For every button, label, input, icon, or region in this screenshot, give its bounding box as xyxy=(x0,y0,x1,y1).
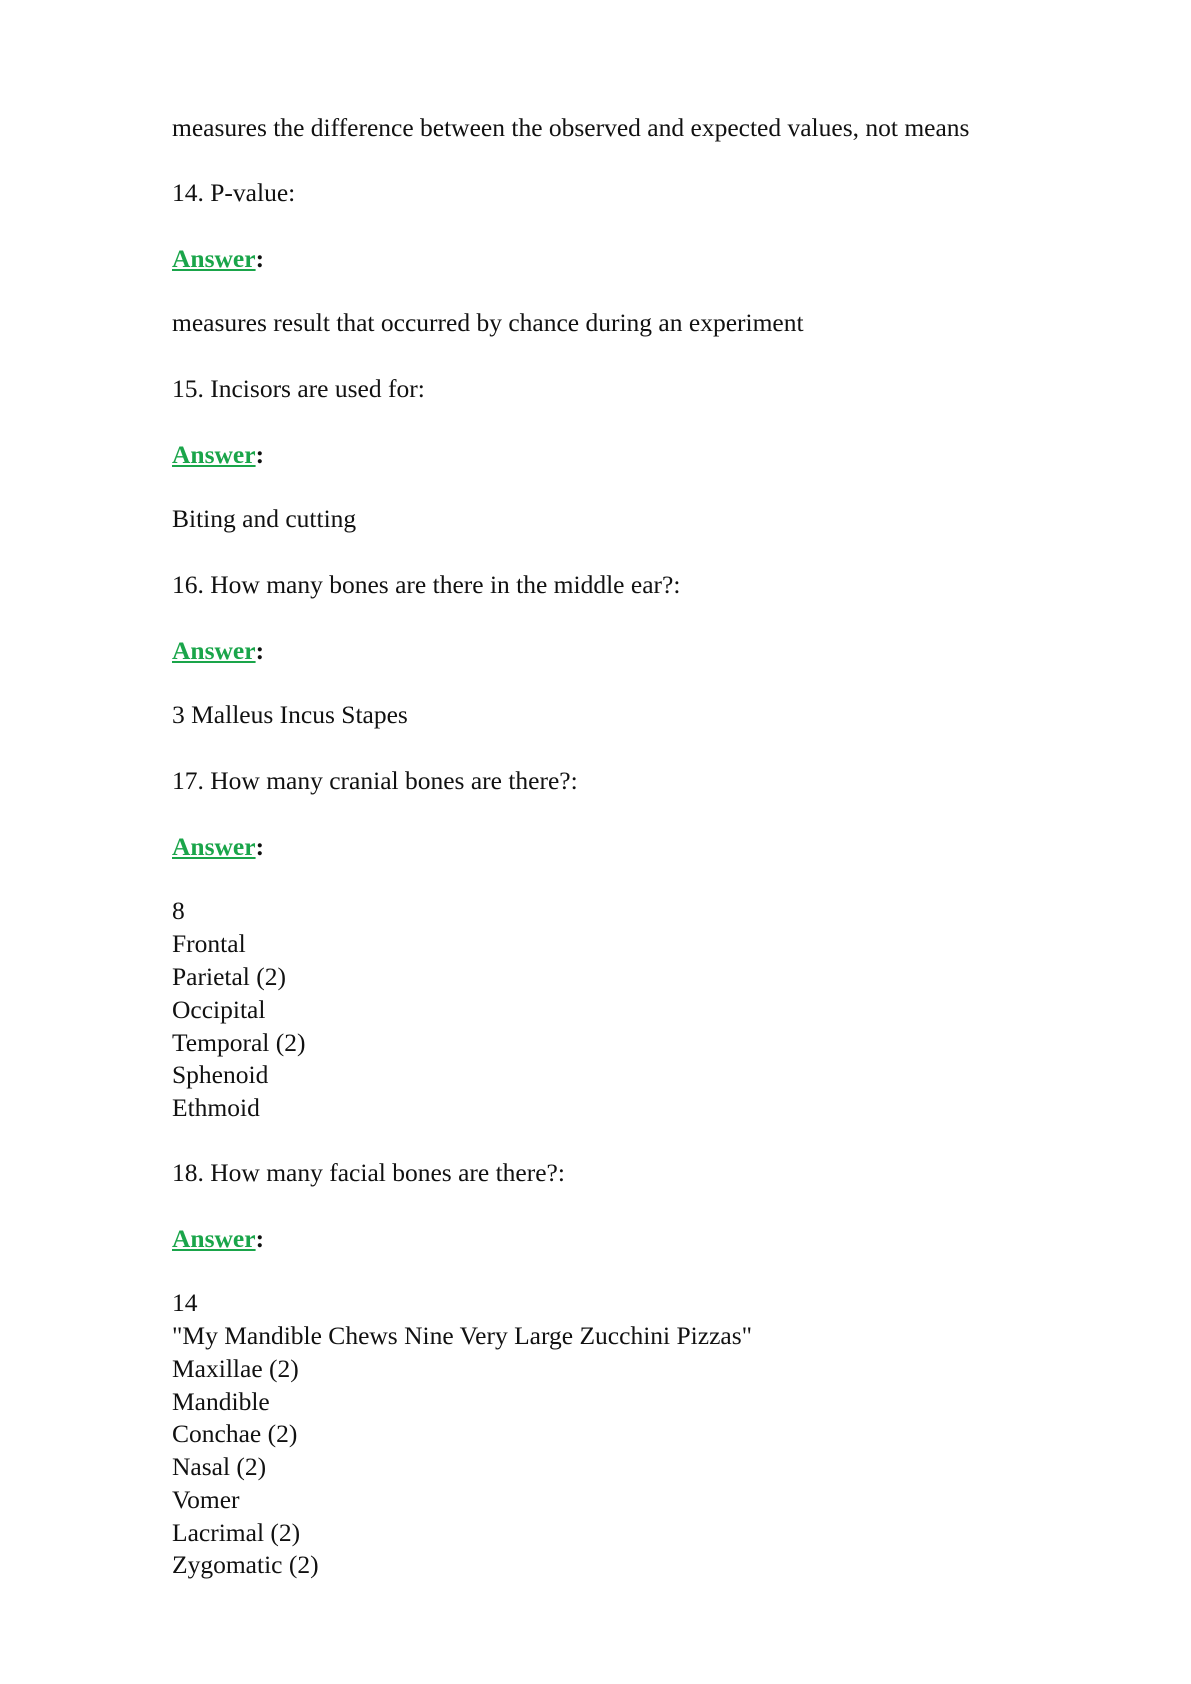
answer-16: 3 Malleus Incus Stapes xyxy=(172,700,408,729)
answer-18-line: Conchae (2) xyxy=(172,1419,298,1448)
answer-colon: : xyxy=(255,636,265,665)
answer-17-line: Parietal (2) xyxy=(172,962,286,991)
question-18: 18. How many facial bones are there?: xyxy=(172,1158,565,1187)
answer-15: Biting and cutting xyxy=(172,504,357,533)
answer-18-line: "My Mandible Chews Nine Very Large Zucchini Pizzas" xyxy=(172,1321,753,1350)
answer-18-line: Mandible xyxy=(172,1387,270,1416)
answer-link[interactable]: Answer xyxy=(172,832,256,861)
answer-18-line: Zygomatic (2) xyxy=(172,1550,319,1579)
answer-colon: : xyxy=(255,1224,265,1253)
answer-18-line: Vomer xyxy=(172,1485,240,1514)
answer-17-line: Temporal (2) xyxy=(172,1028,306,1057)
answer-heading-16 xyxy=(172,635,264,667)
answer-14: measures result that occurred by chance during an experiment xyxy=(172,308,804,337)
question-14: 14. P-value: xyxy=(172,178,296,207)
question-15: 15. Incisors are used for: xyxy=(172,374,425,403)
question-16: 16. How many bones are there in the middle ear?: xyxy=(172,570,681,599)
answer-colon: : xyxy=(255,440,265,469)
intro-text: measures the difference between the observed and expected values, not means xyxy=(172,113,970,142)
answer-18-line: Nasal (2) xyxy=(172,1452,267,1481)
answer-link[interactable]: Answer xyxy=(172,636,256,665)
answer-heading-15 xyxy=(172,439,264,471)
answer-17-line: Sphenoid xyxy=(172,1060,269,1089)
answer-17-line: Ethmoid xyxy=(172,1093,260,1122)
answer-18-line: Lacrimal (2) xyxy=(172,1518,301,1547)
answer-17-line: Frontal xyxy=(172,929,246,958)
answer-17-line: 8 xyxy=(172,896,185,925)
answer-18-line: Maxillae (2) xyxy=(172,1354,299,1383)
answer-17-line: Occipital xyxy=(172,995,266,1024)
answer-colon: : xyxy=(255,832,265,861)
answer-link[interactable]: Answer xyxy=(172,440,256,469)
answer-link[interactable]: Answer xyxy=(172,244,256,273)
answer-colon: : xyxy=(255,244,265,273)
question-17: 17. How many cranial bones are there?: xyxy=(172,766,578,795)
answer-link[interactable]: Answer xyxy=(172,1224,256,1253)
answer-heading-18 xyxy=(172,1223,264,1255)
answer-18-line: 14 xyxy=(172,1288,198,1317)
answer-heading-17 xyxy=(172,831,264,863)
answer-heading-14 xyxy=(172,243,264,275)
